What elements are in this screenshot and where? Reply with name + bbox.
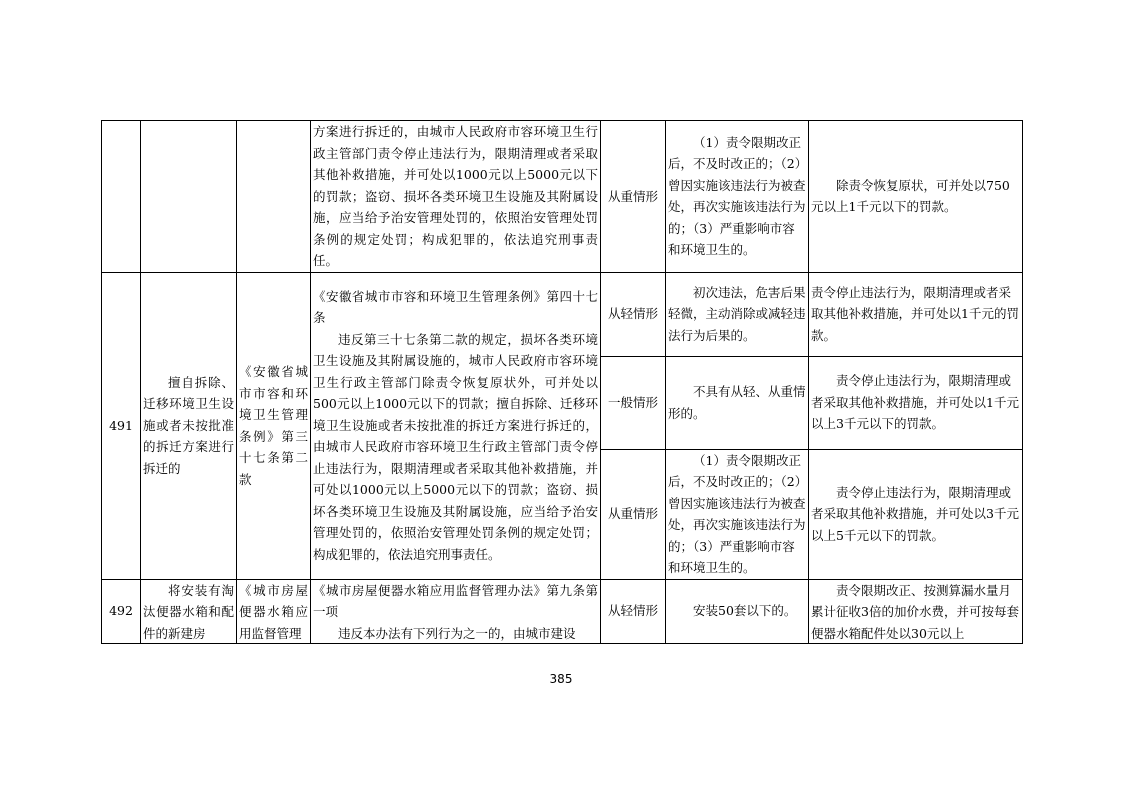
condition-cell <box>666 356 809 449</box>
item-cell <box>141 272 237 579</box>
penalty-cell <box>809 579 1023 643</box>
penalty-cell <box>809 449 1023 579</box>
penalty-standard-table <box>101 120 1023 644</box>
detail-cell <box>311 579 601 643</box>
detail-text: 违反本办法有下列行为之一的，由城市建设 <box>338 625 576 641</box>
penalty-cell <box>809 121 1023 273</box>
detail-heading: 《城市房屋便器水箱应用监督管理办法》第九条第一项 <box>313 582 598 619</box>
condition-text: （1）责令限期改正后，不及时改正的；（2）曾因实施该违法行为被查处，再次实施该违法行为的；（3）严重影响市容和环境卫生的。 <box>668 134 806 258</box>
penalty-cell <box>809 356 1023 449</box>
level-cell: 从轻情形 <box>601 579 666 643</box>
level-cell: 从重情形 <box>601 449 666 579</box>
number-cell <box>102 121 141 273</box>
penalty-text: 责令限期改正、按测算漏水量月累计征收3倍的加价水费，并可按每套便器水箱配件处以30元以上 <box>811 582 1019 641</box>
page-number: 385 <box>549 672 573 686</box>
table-row <box>102 272 1023 356</box>
level-cell: 从重情形 <box>601 121 666 273</box>
penalty-text: 除责令恢复原状，可并处以750元以上1千元以下的罚款。 <box>811 177 1010 215</box>
basis-cell <box>237 579 311 643</box>
number-cell: 491 <box>102 272 141 579</box>
detail-cell <box>311 121 601 273</box>
condition-cell <box>666 272 809 356</box>
detail-text: 违反第三十七条第二款的规定，损坏各类环境卫生设施及其附属设施的，城市人民政府市容环境卫生行政主管部门除责令恢复原状外，可并处以500元以上1000元以下的罚款；擅自拆除、迁移环境卫生设施或者未按批准的拆迁方案进行拆迁的，由城市人民政府市容环境卫生行政主管部门责令停止违法行为，限期清理或者采取其他补救措施，并可处以1000元以上5000元以下的罚款；盗窃、损坏各类环境卫生设施及其附属设施，应当给予治安管理处罚的，依照治安管理处罚条例的规定处罚；构成犯罪的，依法追究刑事责任。 <box>313 331 598 562</box>
number-cell: 492 <box>102 579 141 643</box>
condition-cell <box>666 121 809 273</box>
item-text: 将安装有淘汰便器水箱和配件的新建房 <box>143 582 234 641</box>
level-cell: 从轻情形 <box>601 272 666 356</box>
condition-text: （1）责令限期改正后，不及时改正的；（2）曾因实施该违法行为被查处，再次实施该违法行为的；（3）严重影响市容和环境卫生的。 <box>668 452 806 575</box>
level-cell: 一般情形 <box>601 356 666 449</box>
detail-text: 方案进行拆迁的，由城市人民政府市容环境卫生行政主管部门责令停止违法行为，限期清理或者采取其他补救措施，并可处以1000元以上5000元以下的罚款；盗窃、损坏各类环境卫生设施及其附属设施，应当给予治安管理处罚的，依照治安管理处罚条例的规定处罚；构成犯罪的，依法追究刑事责任。 <box>313 124 598 268</box>
basis-cell <box>237 121 311 273</box>
penalty-cell <box>809 272 1023 356</box>
penalty-text: 责令停止违法行为，限期清理或者采取其他补救措施，并可处以3千元以上5千元以下的罚款。 <box>811 484 1019 543</box>
detail-heading: 《安徽省城市市容和环境卫生管理条例》第四十七条 <box>313 288 598 326</box>
condition-text: 初次违法，危害后果轻微，主动消除或减轻违法行为后果的。 <box>668 284 806 343</box>
condition-cell <box>666 579 809 643</box>
condition-text: 不具有从轻、从重情形的。 <box>668 384 806 421</box>
basis-text: 《安徽省城市市容和环境卫生管理条例》第三十七条第二款 <box>239 364 308 487</box>
table-row <box>102 121 1023 273</box>
condition-cell <box>666 449 809 579</box>
detail-cell <box>311 272 601 579</box>
penalty-text: 责令停止违法行为，限期清理或者采取其他补救措施，并可处以1千元的罚款。 <box>811 284 1019 343</box>
item-text: 擅自拆除、迁移环境卫生设施或者未按批准的拆迁方案进行拆迁的 <box>143 374 234 476</box>
basis-cell <box>237 272 311 579</box>
item-cell <box>141 121 237 273</box>
item-cell <box>141 579 237 643</box>
penalty-text: 责令停止违法行为，限期清理或者采取其他补救措施，并可处以1千元以上3千元以下的罚款。 <box>811 373 1019 432</box>
basis-text: 《城市房屋便器水箱应用监督管理 <box>239 582 308 641</box>
condition-text: 安装50套以下的。 <box>693 603 797 619</box>
table-row <box>102 579 1023 643</box>
